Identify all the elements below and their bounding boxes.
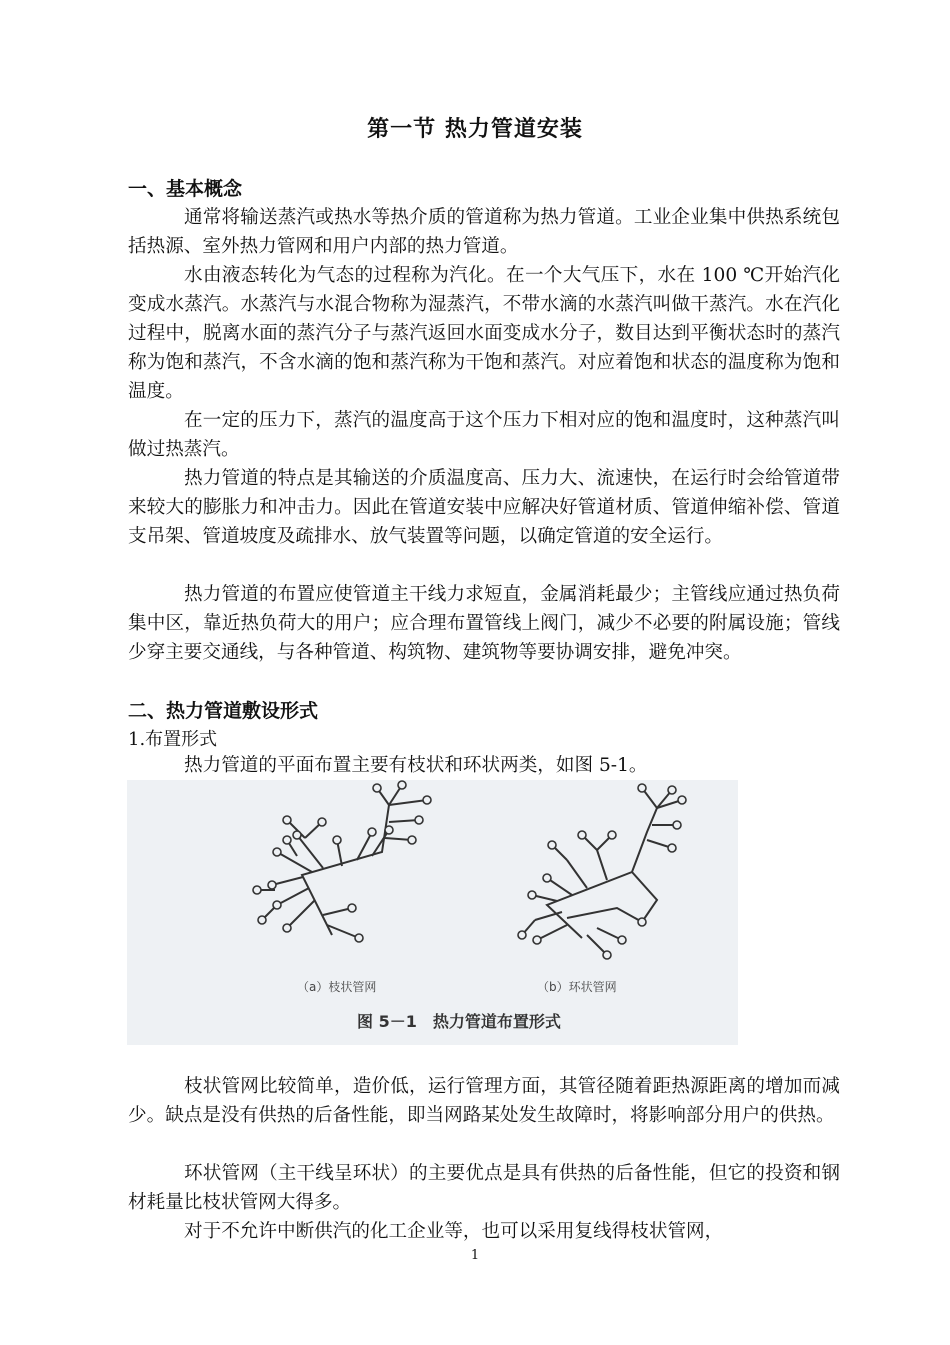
paragraph: 水由液态转化为气态的过程称为汽化。在一个大气压下，水在 100 ℃开始汽化变成水蒸汽。水蒸汽与水混合物称为湿蒸汽，不带水滴的水蒸汽叫做干蒸汽。水在汽化过程中，脱离水面的蒸汽分子与蒸汽返回水面变成水分子，数目达到平衡状态时的蒸汽称为饱和蒸汽，不含水滴的饱和蒸汽称为干饱和蒸汽。对应着饱和状态的温度称为饱和温度。 <box>128 265 840 402</box>
paragraph: 对于不允许中断供汽的化工企业等，也可以采用复线得枝状管网， <box>184 1221 724 1242</box>
paragraph: 热力管道的特点是其输送的介质温度高、压力大、流速快，在运行时会给管道带来较大的膨胀力和冲击力。因此在管道安装中应解决好管道材质、管道伸缩补偿、管道支吊架、管道坡度及疏排水、放气装置等问题，以确定管道的安全运行。 <box>128 468 840 547</box>
branch-main-line <box>302 805 389 935</box>
figure-caption: 图 5－1 热力管道布置形式 <box>357 1012 561 1031</box>
figure-label-a: （a）枝状管网 <box>297 980 377 994</box>
subsection-heading: 1.布置形式 <box>128 729 218 750</box>
section-1-heading: 一、基本概念 <box>128 178 243 200</box>
section-2-heading: 二、热力管道敷设形式 <box>128 700 319 722</box>
figure-intro-paragraph: 热力管道的平面布置主要有枝状和环状两类，如图 5-1。 <box>184 755 648 776</box>
pipe-network-diagram <box>127 780 738 1045</box>
figure-label-b: （b）环状管网 <box>537 980 617 994</box>
paragraph: 枝状管网比较简单，造价低，运行管理方面，其管径随着距热源距离的增加而减少。缺点是没有供热的后备性能，即当网路某处发生故障时，将影响部分用户的供热。 <box>128 1076 840 1126</box>
paragraph: 通常将输送蒸汽或热水等热介质的管道称为热力管道。工业企业集中供热系统包括热源、室外热力管网和用户内部的热力管道。 <box>128 207 840 257</box>
figure-pipe-layouts <box>127 780 738 1045</box>
paragraph: 在一定的压力下，蒸汽的温度高于这个压力下相对应的饱和温度时，这种蒸汽叫做过热蒸汽。 <box>128 410 840 460</box>
page-title: 第一节 热力管道安装 <box>367 117 583 142</box>
paragraph: 环状管网（主干线呈环状）的主要优点是具有供热的后备性能，但它的投资和钢材耗量比枝状管网大得多。 <box>128 1163 840 1213</box>
paragraph: 热力管道的布置应使管道主干线力求短直，金属消耗最少；主管线应通过热负荷集中区，靠近热负荷大的用户；应合理布置管线上阀门，减少不必要的附属设施；管线少穿主要交通线，与各种管道、构筑物、建筑物等要协调安排，避免冲突。 <box>128 584 840 663</box>
page-number: 1 <box>470 1248 480 1263</box>
